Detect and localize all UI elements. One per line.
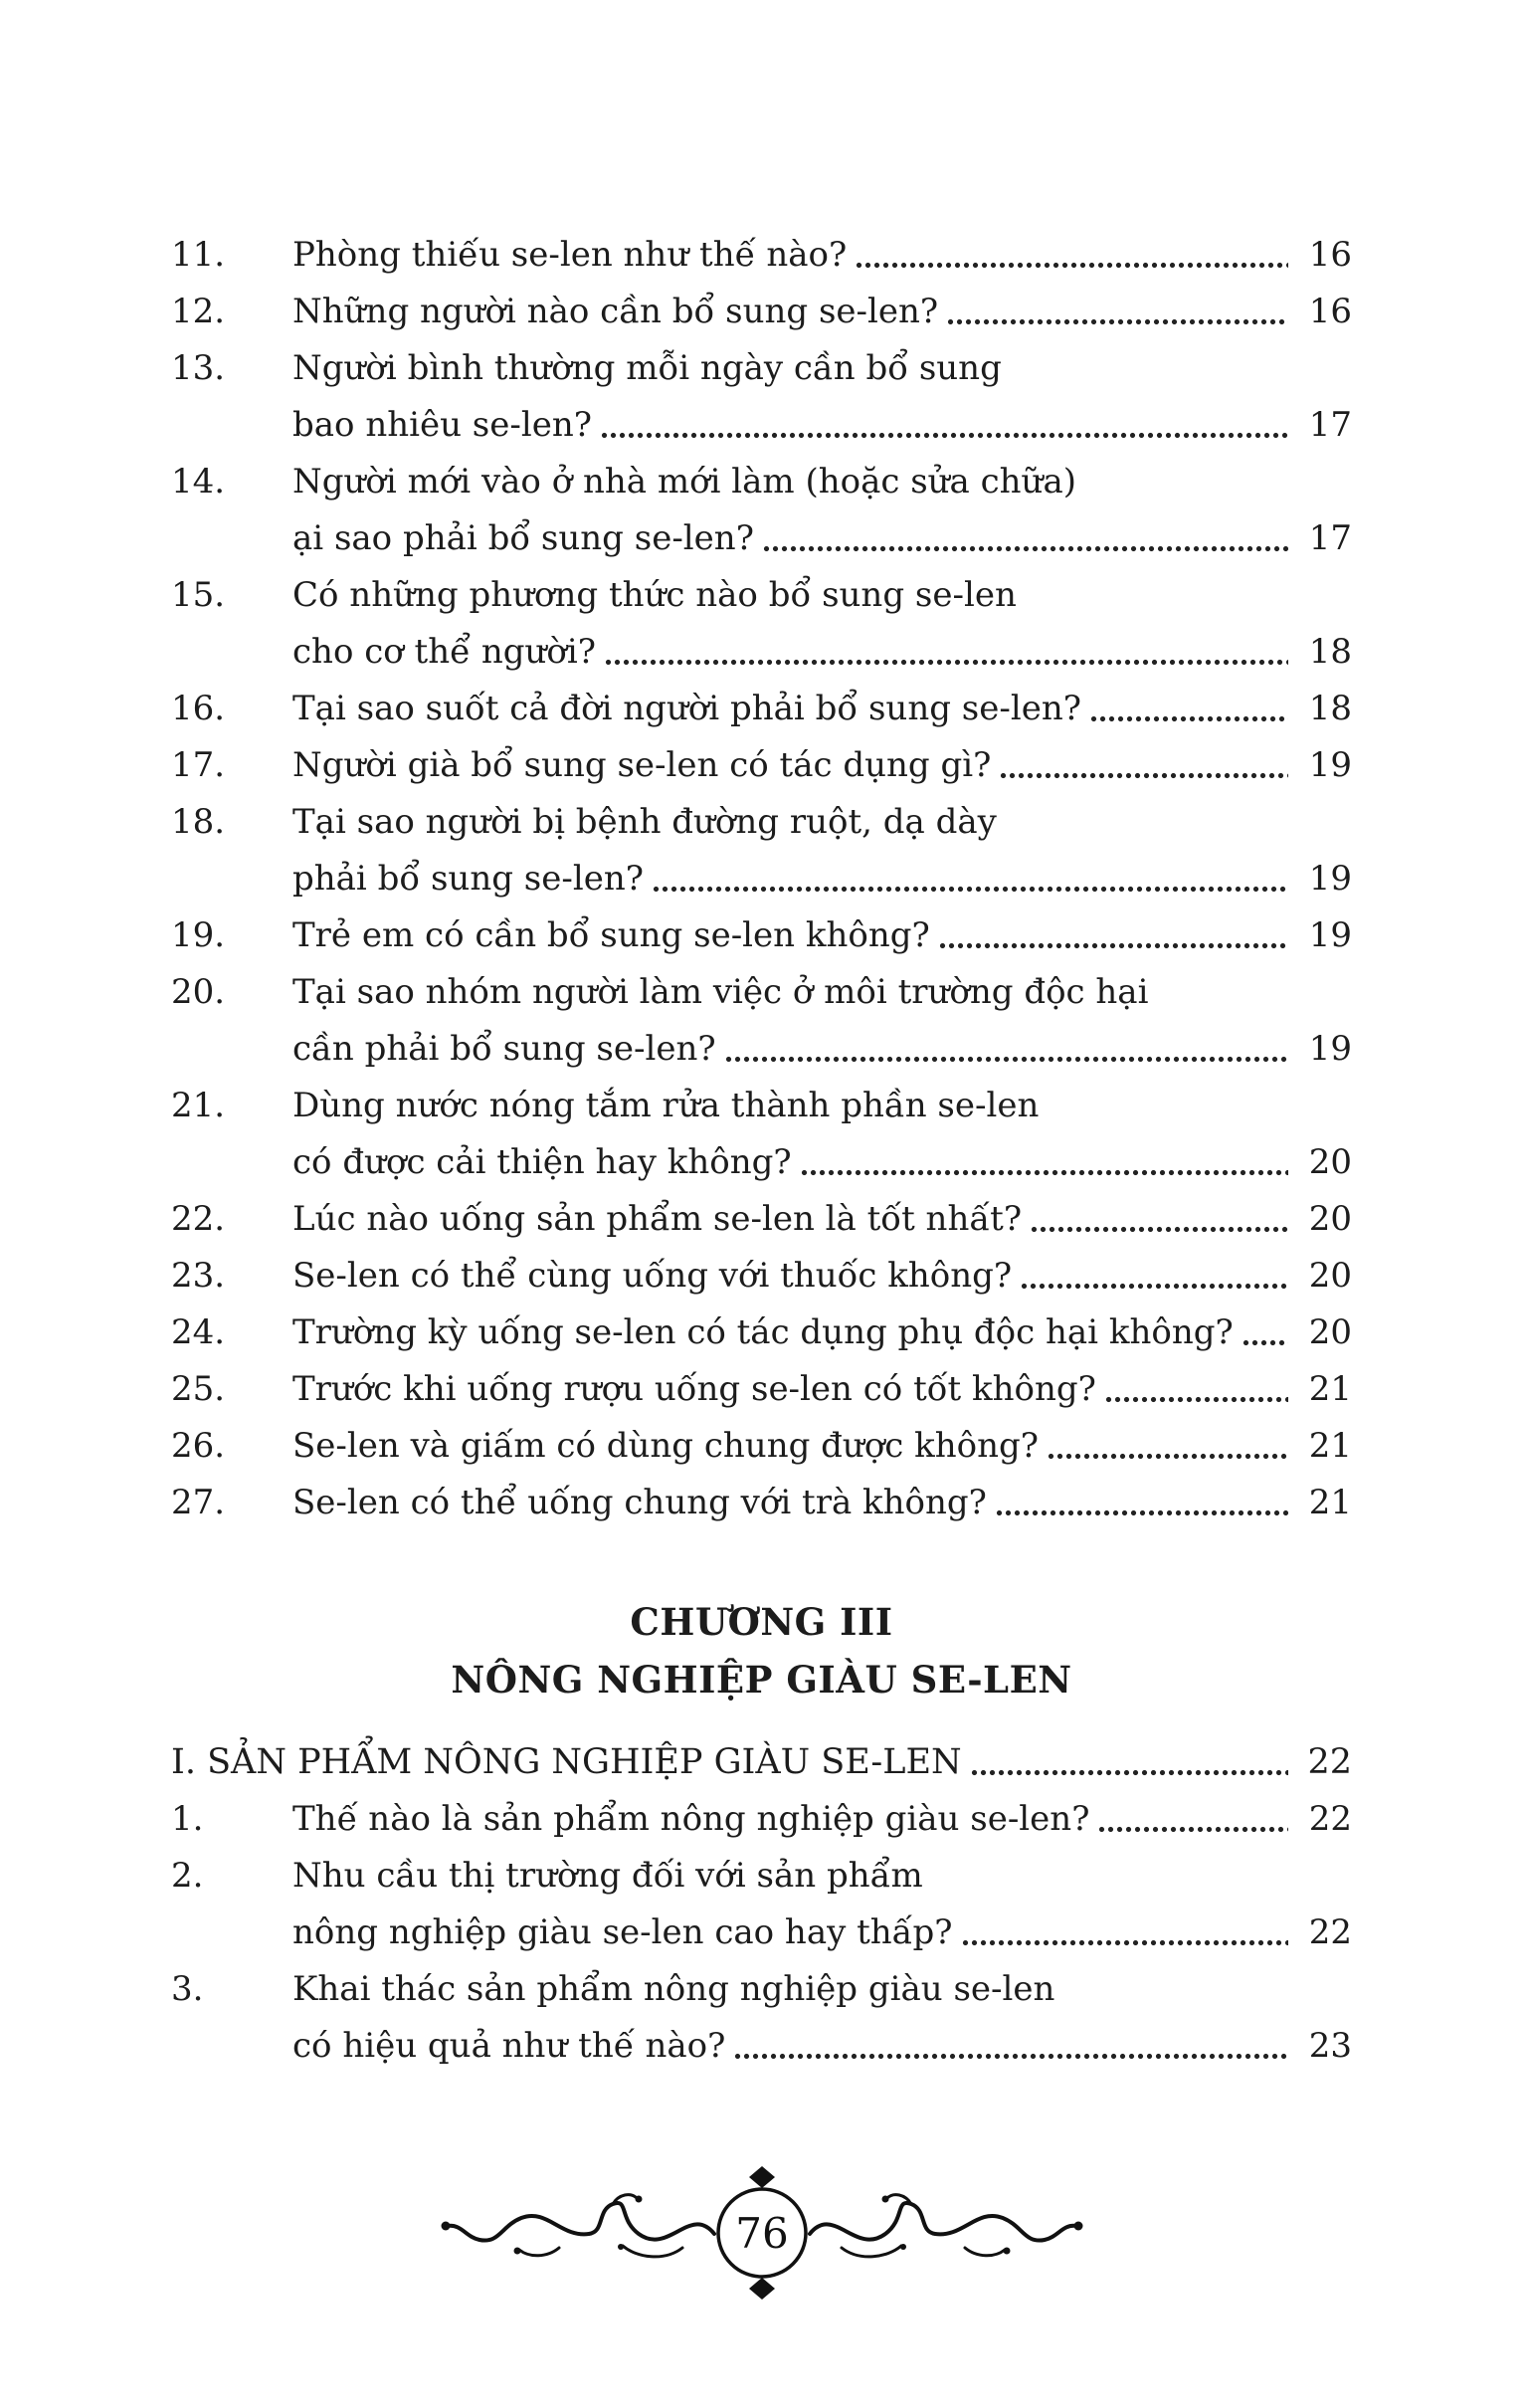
toc-entry-page-number: 20 <box>1308 1199 1352 1239</box>
chapter-number: CHƯƠNG III <box>630 1600 893 1644</box>
dot-leader <box>1104 1396 1288 1403</box>
toc-entry-line <box>171 1078 1352 1134</box>
bottom-diamond-ornament <box>749 2278 775 2300</box>
dot-leader <box>970 1769 1288 1776</box>
footer-ornament-graphic <box>384 2158 1140 2308</box>
toc-entry-line <box>171 340 1352 397</box>
toc-entry-text: phải bổ sung se-len? <box>292 859 644 899</box>
dot-leader <box>961 1939 1289 1946</box>
toc-entry-text: Những người nào cần bổ sung se-len? <box>292 292 939 331</box>
toc-entry-line <box>171 2018 1352 2075</box>
toc-entry-text: Có những phương thức nào bổ sung se-len <box>292 575 1017 615</box>
chapter-title: NÔNG NGHIỆP GIÀU SE-LEN <box>451 1658 1072 1702</box>
toc-entry-text: nông nghiệp giàu se-len cao hay thấp? <box>292 1912 953 1952</box>
toc-entry-page-number: 20 <box>1308 1312 1352 1352</box>
toc-entry-page-number <box>1294 340 1352 397</box>
toc-entry-text: Se-len có thể uống chung với trà không? <box>292 1483 987 1522</box>
dot-leader <box>733 2053 1288 2060</box>
toc-entry-page-number <box>1294 454 1352 510</box>
toc-entry-line <box>171 454 1352 510</box>
toc-entry-text: Khai thác sản phẩm nông nghiệp giàu se-len <box>292 1969 1055 2009</box>
dot-leader <box>946 318 1288 325</box>
toc-entry-number: 15. <box>171 575 226 615</box>
section-heading-page-number: 22 <box>1307 1742 1352 1782</box>
toc-entry-text: Trước khi uống rượu uống se-len có tốt không? <box>292 1369 1096 1409</box>
toc-entry-page-number: 19 <box>1308 915 1352 955</box>
toc-entry-text: Người mới vào ở nhà mới làm (hoặc sửa chữa) <box>292 462 1076 502</box>
toc-entry-page-number <box>1294 1848 1352 1905</box>
toc-entry-text: có được cải thiện hay không? <box>292 1142 792 1182</box>
toc-entry-page-number: 16 <box>1308 235 1352 275</box>
toc-entry-page-number: 19 <box>1308 745 1352 785</box>
dot-leader <box>600 432 1288 439</box>
toc-entry-line <box>171 1304 1352 1361</box>
toc-entry-line <box>171 284 1352 340</box>
dot-leader <box>724 1056 1288 1063</box>
toc-entry-line <box>171 1475 1352 1531</box>
toc-entry-line <box>171 964 1352 1021</box>
toc-entry-line <box>171 1848 1352 1905</box>
toc-entry-number <box>171 1134 292 1191</box>
toc-entry-line <box>171 510 1352 567</box>
dot-leader <box>1242 1339 1288 1346</box>
dot-leader <box>1089 715 1288 722</box>
toc-entry-number: 19. <box>171 915 226 955</box>
footer-ornament <box>384 2158 1140 2308</box>
toc-entry-text: Người bình thường mỗi ngày cần bổ sung <box>292 348 1002 388</box>
toc-entry-line <box>171 1021 1352 1078</box>
toc-entry-number: 17. <box>171 745 226 785</box>
dot-leader <box>1030 1226 1288 1233</box>
toc-entry-page-number <box>1294 794 1352 851</box>
toc-entry-page-number: 23 <box>1308 2026 1352 2066</box>
dot-leader <box>1097 1826 1288 1833</box>
toc-entry-text: Tại sao nhóm người làm việc ở môi trường độc hại <box>292 972 1149 1012</box>
toc-entry-page-number: 18 <box>1308 689 1352 728</box>
toc-entry-line <box>171 1191 1352 1248</box>
toc-entry-line <box>171 567 1352 624</box>
toc-entry-page-number: 22 <box>1308 1912 1352 1952</box>
toc-entry-line <box>171 851 1352 907</box>
toc-entry-text: Người già bổ sung se-len có tác dụng gì? <box>292 745 992 785</box>
toc-entry-page-number <box>1294 1078 1352 1134</box>
toc-entry-line <box>171 1418 1352 1475</box>
section-heading-row <box>171 1734 1352 1791</box>
toc-entry-text: Se-len và giấm có dùng chung được không? <box>292 1426 1040 1466</box>
toc-entry-page-number: 20 <box>1308 1142 1352 1182</box>
dot-leader <box>1020 1283 1288 1290</box>
dot-leader <box>800 1169 1288 1176</box>
toc-entry-page-number: 21 <box>1308 1426 1352 1466</box>
toc-entry-text: có hiệu quả như thế nào? <box>292 2026 726 2066</box>
dot-leader <box>652 886 1288 893</box>
toc-list-top <box>171 227 1352 1531</box>
toc-entry-line <box>171 681 1352 737</box>
toc-entry-number <box>171 851 292 907</box>
toc-entry-number: 25. <box>171 1369 226 1409</box>
left-flourish <box>441 2195 714 2257</box>
chapter-heading <box>171 1593 1352 1708</box>
toc-entry-number: 26. <box>171 1426 226 1466</box>
toc-entry-text: Thế nào là sản phẩm nông nghiệp giàu se-len? <box>292 1799 1090 1839</box>
dot-leader <box>762 545 1288 552</box>
toc-entry-page-number: 18 <box>1308 632 1352 672</box>
toc-entry-page-number: 17 <box>1308 518 1352 558</box>
toc-entry-text: Nhu cầu thị trường đối với sản phẩm <box>292 1856 923 1896</box>
toc-entry-text: Dùng nước nóng tắm rửa thành phần se-len <box>292 1086 1040 1125</box>
toc-entry-number: 24. <box>171 1312 226 1352</box>
toc-entry-number: 13. <box>171 348 226 388</box>
toc-entry-page-number <box>1294 1961 1352 2018</box>
dot-leader <box>855 262 1288 269</box>
top-diamond-ornament <box>749 2166 775 2188</box>
toc-entry-page-number: 16 <box>1308 292 1352 331</box>
toc-entry-text: cho cơ thể người? <box>292 632 596 672</box>
toc-entry-number: 20. <box>171 972 226 1012</box>
toc-entry-line <box>171 397 1352 454</box>
toc-entry-number: 3. <box>171 1969 204 2009</box>
toc-entry-page-number: 20 <box>1308 1256 1352 1296</box>
toc-entry-number: 11. <box>171 235 226 275</box>
toc-entry-line <box>171 794 1352 851</box>
footer-page-number: 76 <box>734 2209 789 2258</box>
dot-leader <box>995 1509 1288 1516</box>
toc-entry-number <box>171 510 292 567</box>
toc-list-chapter3 <box>171 1791 1352 2075</box>
toc-entry-text: Se-len có thể cùng uống với thuốc không? <box>292 1256 1013 1296</box>
toc-entry-number <box>171 1021 292 1078</box>
toc-entry-page-number: 17 <box>1308 405 1352 445</box>
toc-entry-text: ại sao phải bổ sung se-len? <box>292 518 754 558</box>
toc-entry-line <box>171 1248 1352 1304</box>
dot-leader <box>938 942 1288 949</box>
toc-entry-number: 2. <box>171 1856 204 1896</box>
toc-entry-line <box>171 1361 1352 1418</box>
toc-entry-number: 1. <box>171 1799 204 1839</box>
dot-leader <box>604 659 1288 666</box>
toc-entry-line <box>171 227 1352 284</box>
toc-entry-number: 14. <box>171 462 226 502</box>
toc-entry-number: 18. <box>171 802 226 842</box>
toc-entry-line <box>171 737 1352 794</box>
toc-entry-page-number: 19 <box>1308 859 1352 899</box>
dot-leader <box>999 772 1288 779</box>
toc-entry-line <box>171 1791 1352 1848</box>
toc-entry-number: 21. <box>171 1086 226 1125</box>
toc-entry-line <box>171 624 1352 681</box>
toc-entry-number: 16. <box>171 689 226 728</box>
toc-entry-line <box>171 907 1352 964</box>
toc-entry-number <box>171 624 292 681</box>
toc-entry-number <box>171 397 292 454</box>
section-heading-text: I. SẢN PHẨM NÔNG NGHIỆP GIÀU SE-LEN <box>171 1742 962 1782</box>
toc-entry-text: Trẻ em có cần bổ sung se-len không? <box>292 915 930 955</box>
toc-entry-page-number <box>1294 964 1352 1021</box>
toc-entry-number: 22. <box>171 1199 226 1239</box>
toc-entry-text: Lúc nào uống sản phẩm se-len là tốt nhất? <box>292 1199 1023 1239</box>
toc-entry-number: 12. <box>171 292 226 331</box>
toc-entry-text: bao nhiêu se-len? <box>292 405 592 445</box>
toc-entry-page-number: 19 <box>1308 1029 1352 1069</box>
toc-entry-page-number: 21 <box>1308 1369 1352 1409</box>
toc-entry-page-number: 22 <box>1308 1799 1352 1839</box>
dot-leader <box>1047 1453 1288 1460</box>
toc-entry-page-number <box>1294 567 1352 624</box>
toc-entry-text: Tại sao suốt cả đời người phải bổ sung se-len? <box>292 689 1081 728</box>
toc-entry-line <box>171 1134 1352 1191</box>
toc-entry-number: 27. <box>171 1483 226 1522</box>
toc-entry-text: Phòng thiếu se-len như thế nào? <box>292 235 848 275</box>
toc-entry-text: Tại sao người bị bệnh đường ruột, dạ dày <box>292 802 997 842</box>
toc-entry-number <box>171 1905 292 1961</box>
toc-entry-number: 23. <box>171 1256 226 1296</box>
right-flourish <box>810 2195 1083 2257</box>
toc-entry-page-number: 21 <box>1308 1483 1352 1522</box>
toc-entry-line <box>171 1961 1352 2018</box>
toc-entry-line <box>171 1905 1352 1961</box>
toc-entry-number <box>171 2018 292 2075</box>
toc-entry-text: Trường kỳ uống se-len có tác dụng phụ độc hại không? <box>292 1312 1234 1352</box>
toc-entry-text: cần phải bổ sung se-len? <box>292 1029 716 1069</box>
